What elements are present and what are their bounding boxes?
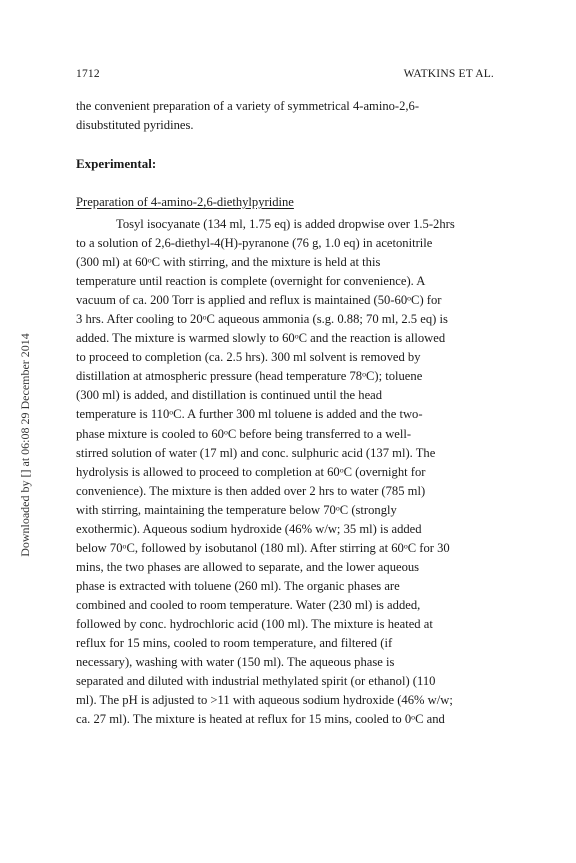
degree-symbol: o — [294, 331, 299, 341]
text-line: 3 hrs. After cooling to 20$^o$C aqueous ammonia (s.g. 0.88; 70 ml, 2.5 eq) is — [76, 312, 448, 327]
text-line: mins, the two phases are allowed to separate, and the lower aqueous — [76, 559, 420, 574]
text-line: reflux for 15 mins, cooled to room temperature, and filtered (if — [76, 636, 393, 651]
degree-symbol: o — [403, 541, 408, 551]
text-line: temperature until reaction is complete (overnight for convenience). A — [76, 274, 426, 289]
text-line: Tosyl isocyanate (134 ml, 1.75 eq) is added dropwise over 1.5-2hrs — [116, 217, 455, 231]
text-line: the convenient preparation of a variety of symmetrical 4-amino-2,6- — [76, 99, 420, 113]
text-line: to proceed to completion (ca. 2.5 hrs). 300 ml solvent is removed by — [76, 350, 421, 365]
text-line: vacuum of ca. 200 Torr is applied and reflux is maintained (50-60$^o$C) for — [76, 293, 442, 308]
degree-symbol: o — [202, 312, 207, 322]
procedure-paragraph — [76, 215, 500, 729]
text-line: necessary), washing with water (150 ml). The aqueous phase is — [76, 655, 395, 670]
text-line: temperature is 110$^o$C. A further 300 ml toluene is added and the two- — [76, 407, 423, 422]
intro-paragraph — [76, 97, 500, 135]
text-line: disubstituted pyridines. — [76, 118, 194, 133]
text-line: ca. 27 ml). The mixture is heated at reflux for 15 mins, cooled to 0$^o$C and — [76, 712, 445, 727]
text-line: below 70$^o$C, followed by isobutanol (180 ml). After stirring at 60$^o$C for 30 — [76, 540, 450, 555]
text-line: to a solution of 2,6-diethyl-4(H)-pyranone (76 g, 1.0 eq) in acetonitrile — [76, 236, 433, 251]
degree-symbol: o — [362, 369, 366, 379]
text-line: combined and cooled to room temperature. Water (230 ml) is added, — [76, 597, 421, 612]
running-head: WATKINS ET AL. — [403, 68, 494, 80]
text-line: distillation at atmospheric pressure (head temperature 78$^o$C); toluene — [76, 369, 423, 384]
section-heading: Experimental: — [76, 156, 157, 171]
text-line: ml). The pH is adjusted to >11 with aqueous sodium hydroxide (46% w/w; — [76, 693, 453, 708]
text-line: exothermic). Aqueous sodium hydroxide (46% w/w; 35 ml) is added — [76, 521, 422, 536]
text-line: convenience). The mixture is then added over 2 hrs to water (785 ml) — [76, 483, 426, 498]
text-line: phase is extracted with toluene (260 ml). The organic phases are — [76, 578, 400, 593]
text-line: (300 ml) is added, and distillation is continued until the head — [76, 388, 383, 403]
degree-symbol: o — [411, 712, 416, 722]
degree-symbol: o — [407, 293, 412, 303]
degree-symbol: o — [169, 407, 174, 417]
text-line: (300 ml) at 60$^o$C with stirring, and the mixture is held at this — [76, 255, 381, 270]
page-number: 1712 — [76, 68, 100, 80]
text-line: separated and diluted with industrial methylated spirit (or ethanol) (110 — [76, 674, 436, 689]
text-line: added. The mixture is warmed slowly to 60$^o$C and the reaction is allowed — [76, 331, 446, 346]
download-stamp: Downloaded by [] at 06:08 29 December 2014 — [18, 333, 32, 557]
text-line: hydrolysis is allowed to proceed to completion at 60$^o$C (overnight for — [76, 464, 426, 479]
degree-symbol: o — [335, 503, 340, 513]
text-line: stirred solution of water (17 ml) and conc. sulphuric acid (137 ml). The — [76, 445, 436, 460]
text-line: with stirring, maintaining the temperature below 70$^o$C (strongly — [76, 502, 397, 517]
text-line: followed by conc. hydrochloric acid (100 ml). The mixture is heated at — [76, 616, 433, 631]
text-line: phase mixture is cooled to 60$^o$C before being transferred to a well- — [76, 426, 412, 441]
degree-symbol: o — [147, 255, 152, 265]
subsection-heading: Preparation of 4-amino-2,6-diethylpyridine — [76, 195, 294, 209]
degree-symbol: o — [223, 427, 228, 437]
degree-symbol: o — [122, 541, 127, 551]
degree-symbol: o — [339, 465, 344, 475]
